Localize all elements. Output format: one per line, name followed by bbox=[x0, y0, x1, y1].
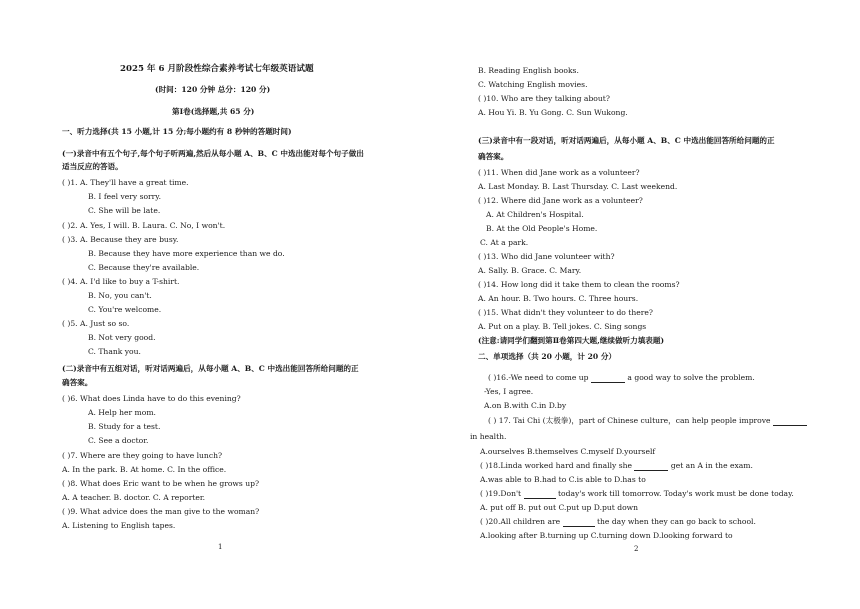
question-17-blank bbox=[773, 417, 807, 426]
question-18-stem: ( )18.Linda worked hard and finally she bbox=[480, 461, 632, 470]
question-6-option-c: C. See a doctor. bbox=[88, 436, 149, 445]
question-1-option-c: C. She will be late. bbox=[88, 206, 161, 215]
question-20-blank bbox=[563, 518, 595, 527]
question-17 bbox=[488, 416, 807, 426]
question-12-option-a: A. At Children's Hospital. bbox=[486, 210, 584, 219]
question-12-option-c: C. At a park. bbox=[480, 238, 529, 247]
question-14-options: A. An hour. B. Two hours. C. Three hours. bbox=[478, 294, 639, 303]
question-1: ( )1. A. They'll have a great time. bbox=[62, 178, 189, 187]
question-12: ( )12. Where did Jane work as a volunteer? bbox=[478, 196, 643, 205]
listening-note: (注意:请同学们翻到第Ⅱ卷第四大题,继续做听力填表题) bbox=[478, 336, 665, 345]
sub1-instruction: (一)录音中有五个句子,每个句子听两遍,然后从每小题 A、B、C 中选出能对每个句子做出 bbox=[62, 149, 364, 158]
question-15: ( )15. What didn't they volunteer to do there? bbox=[478, 308, 653, 317]
section-listening-heading: 一、听力选择(共 15 小题,计 15 分;每小题约有 8 秒钟的答题时间) bbox=[62, 127, 292, 136]
question-18 bbox=[480, 461, 753, 471]
question-20-stem: ( )20.All children are bbox=[480, 517, 561, 526]
question-3-option-c: C. Because they're available. bbox=[88, 263, 200, 272]
question-8-options: A. A teacher. B. doctor. C. A reporter. bbox=[62, 493, 206, 502]
sub2-instruction: (二)录音中有五组对话，听对话两遍后，从每小题 A、B、C 中选出能回答所给问题的正 bbox=[62, 364, 359, 373]
question-15-options: A. Put on a play. B. Tell jokes. C. Sing songs bbox=[478, 322, 647, 331]
question-10-options: A. Hou Yi. B. Yu Gong. C. Sun Wukong. bbox=[478, 108, 628, 117]
page-number-1: 1 bbox=[218, 543, 223, 551]
question-9-option-c: C. Watching English movies. bbox=[478, 80, 588, 89]
question-14: ( )14. How long did it take them to clean the rooms? bbox=[478, 280, 680, 289]
question-6-option-a: A. Help her mom. bbox=[88, 408, 156, 417]
exam-meta: (时间：120 分钟 总分：120 分) bbox=[155, 85, 271, 94]
question-10: ( )10. Who are they talking about? bbox=[478, 94, 610, 103]
question-9-option-b: B. Reading English books. bbox=[478, 66, 579, 75]
question-11: ( )11. When did Jane work as a volunteer? bbox=[478, 168, 640, 177]
sub2-instruction-2: 确答案。 bbox=[62, 378, 93, 387]
question-9: ( )9. What advice does the man give to the woman? bbox=[62, 507, 260, 516]
question-12-option-b: B. At the Old People's Home. bbox=[486, 224, 598, 233]
question-9-option-a: A. Listening to English tapes. bbox=[62, 521, 176, 530]
question-16-stem-end: a good way to solve the problem. bbox=[627, 373, 755, 382]
question-16-reply: -Yes, I agree. bbox=[484, 387, 534, 396]
sub1-instruction-2: 适当反应的答语。 bbox=[62, 162, 123, 171]
question-3-option-b: B. Because they have more experience than we do. bbox=[88, 249, 285, 258]
question-16-stem: ( )16.-We need to come up bbox=[488, 373, 589, 382]
question-4-option-b: B. No, you can't. bbox=[88, 291, 152, 300]
question-16 bbox=[488, 373, 755, 383]
question-20 bbox=[480, 517, 756, 527]
part-one-heading: 第Ⅰ卷(选择题,共 65 分) bbox=[172, 107, 255, 116]
question-5-option-c: C. Thank you. bbox=[88, 347, 141, 356]
question-16-options: A.on B.with C.in D.by bbox=[484, 401, 567, 410]
question-13: ( )13. Who did Jane volunteer with? bbox=[478, 252, 615, 261]
question-19 bbox=[480, 489, 794, 499]
question-6: ( )6. What does Linda have to do this evening? bbox=[62, 394, 241, 403]
question-19-options: A. put off B. put out C.put up D.put down bbox=[480, 503, 639, 512]
question-19-stem-end: today's work till tomorrow. Today's work must be done today. bbox=[557, 489, 794, 498]
question-1-option-b: B. I feel very sorry. bbox=[88, 192, 162, 201]
question-18-blank bbox=[634, 462, 668, 471]
question-11-options: A. Last Monday. B. Last Thursday. C. Last weekend. bbox=[478, 182, 678, 191]
question-18-stem-end: get an A in the exam. bbox=[670, 461, 753, 470]
page-right bbox=[430, 0, 860, 609]
question-6-option-b: B. Study for a test. bbox=[88, 422, 161, 431]
question-17-options: A.ourselves B.themselves C.myself D.yourself bbox=[480, 447, 656, 456]
question-17-stem-end: in health. bbox=[470, 432, 507, 441]
exam-title: 2025 年 6 月阶段性综合素养考试七年级英语试题 bbox=[120, 64, 314, 74]
question-4: ( )4. A. I'd like to buy a T-shirt. bbox=[62, 277, 180, 286]
question-19-stem: ( )19.Don't bbox=[480, 489, 522, 498]
question-8: ( )8. What does Eric want to be when he grows up? bbox=[62, 479, 260, 488]
question-4-option-c: C. You're welcome. bbox=[88, 305, 162, 314]
question-3: ( )3. A. Because they are busy. bbox=[62, 235, 179, 244]
question-7-options: A. In the park. B. At home. C. In the office. bbox=[62, 465, 227, 474]
question-16-blank bbox=[591, 374, 625, 383]
sub3-instruction-2: 确答案。 bbox=[478, 152, 509, 161]
question-5: ( )5. A. Just so so. bbox=[62, 319, 130, 328]
question-5-option-b: B. Not very good. bbox=[88, 333, 156, 342]
page-number-2: 2 bbox=[634, 545, 639, 553]
question-20-options: A.looking after B.turning up C.turning down D.looking forward to bbox=[480, 531, 733, 540]
section-single-choice-heading: 二、单项选择（共 20 小题，计 20 分） bbox=[478, 352, 617, 361]
question-19-blank bbox=[524, 490, 556, 499]
question-17-stem: ( ) 17. Tai Chi (太极拳)，part of Chinese culture，can help people improve bbox=[488, 416, 771, 425]
question-2: ( )2. A. Yes, I will. B. Laura. C. No, I won't. bbox=[62, 221, 226, 230]
question-20-stem-end: the day when they can go back to school. bbox=[596, 517, 756, 526]
question-7: ( )7. Where are they going to have lunch? bbox=[62, 451, 223, 460]
question-13-options: A. Sally. B. Grace. C. Mary. bbox=[478, 266, 582, 275]
sub3-instruction: (三)录音中有一段对话，听对话两遍后，从每小题 A、B、C 中选出能回答所给问题的正 bbox=[478, 136, 775, 145]
question-18-options: A.was able to B.had to C.is able to D.has to bbox=[480, 475, 646, 484]
